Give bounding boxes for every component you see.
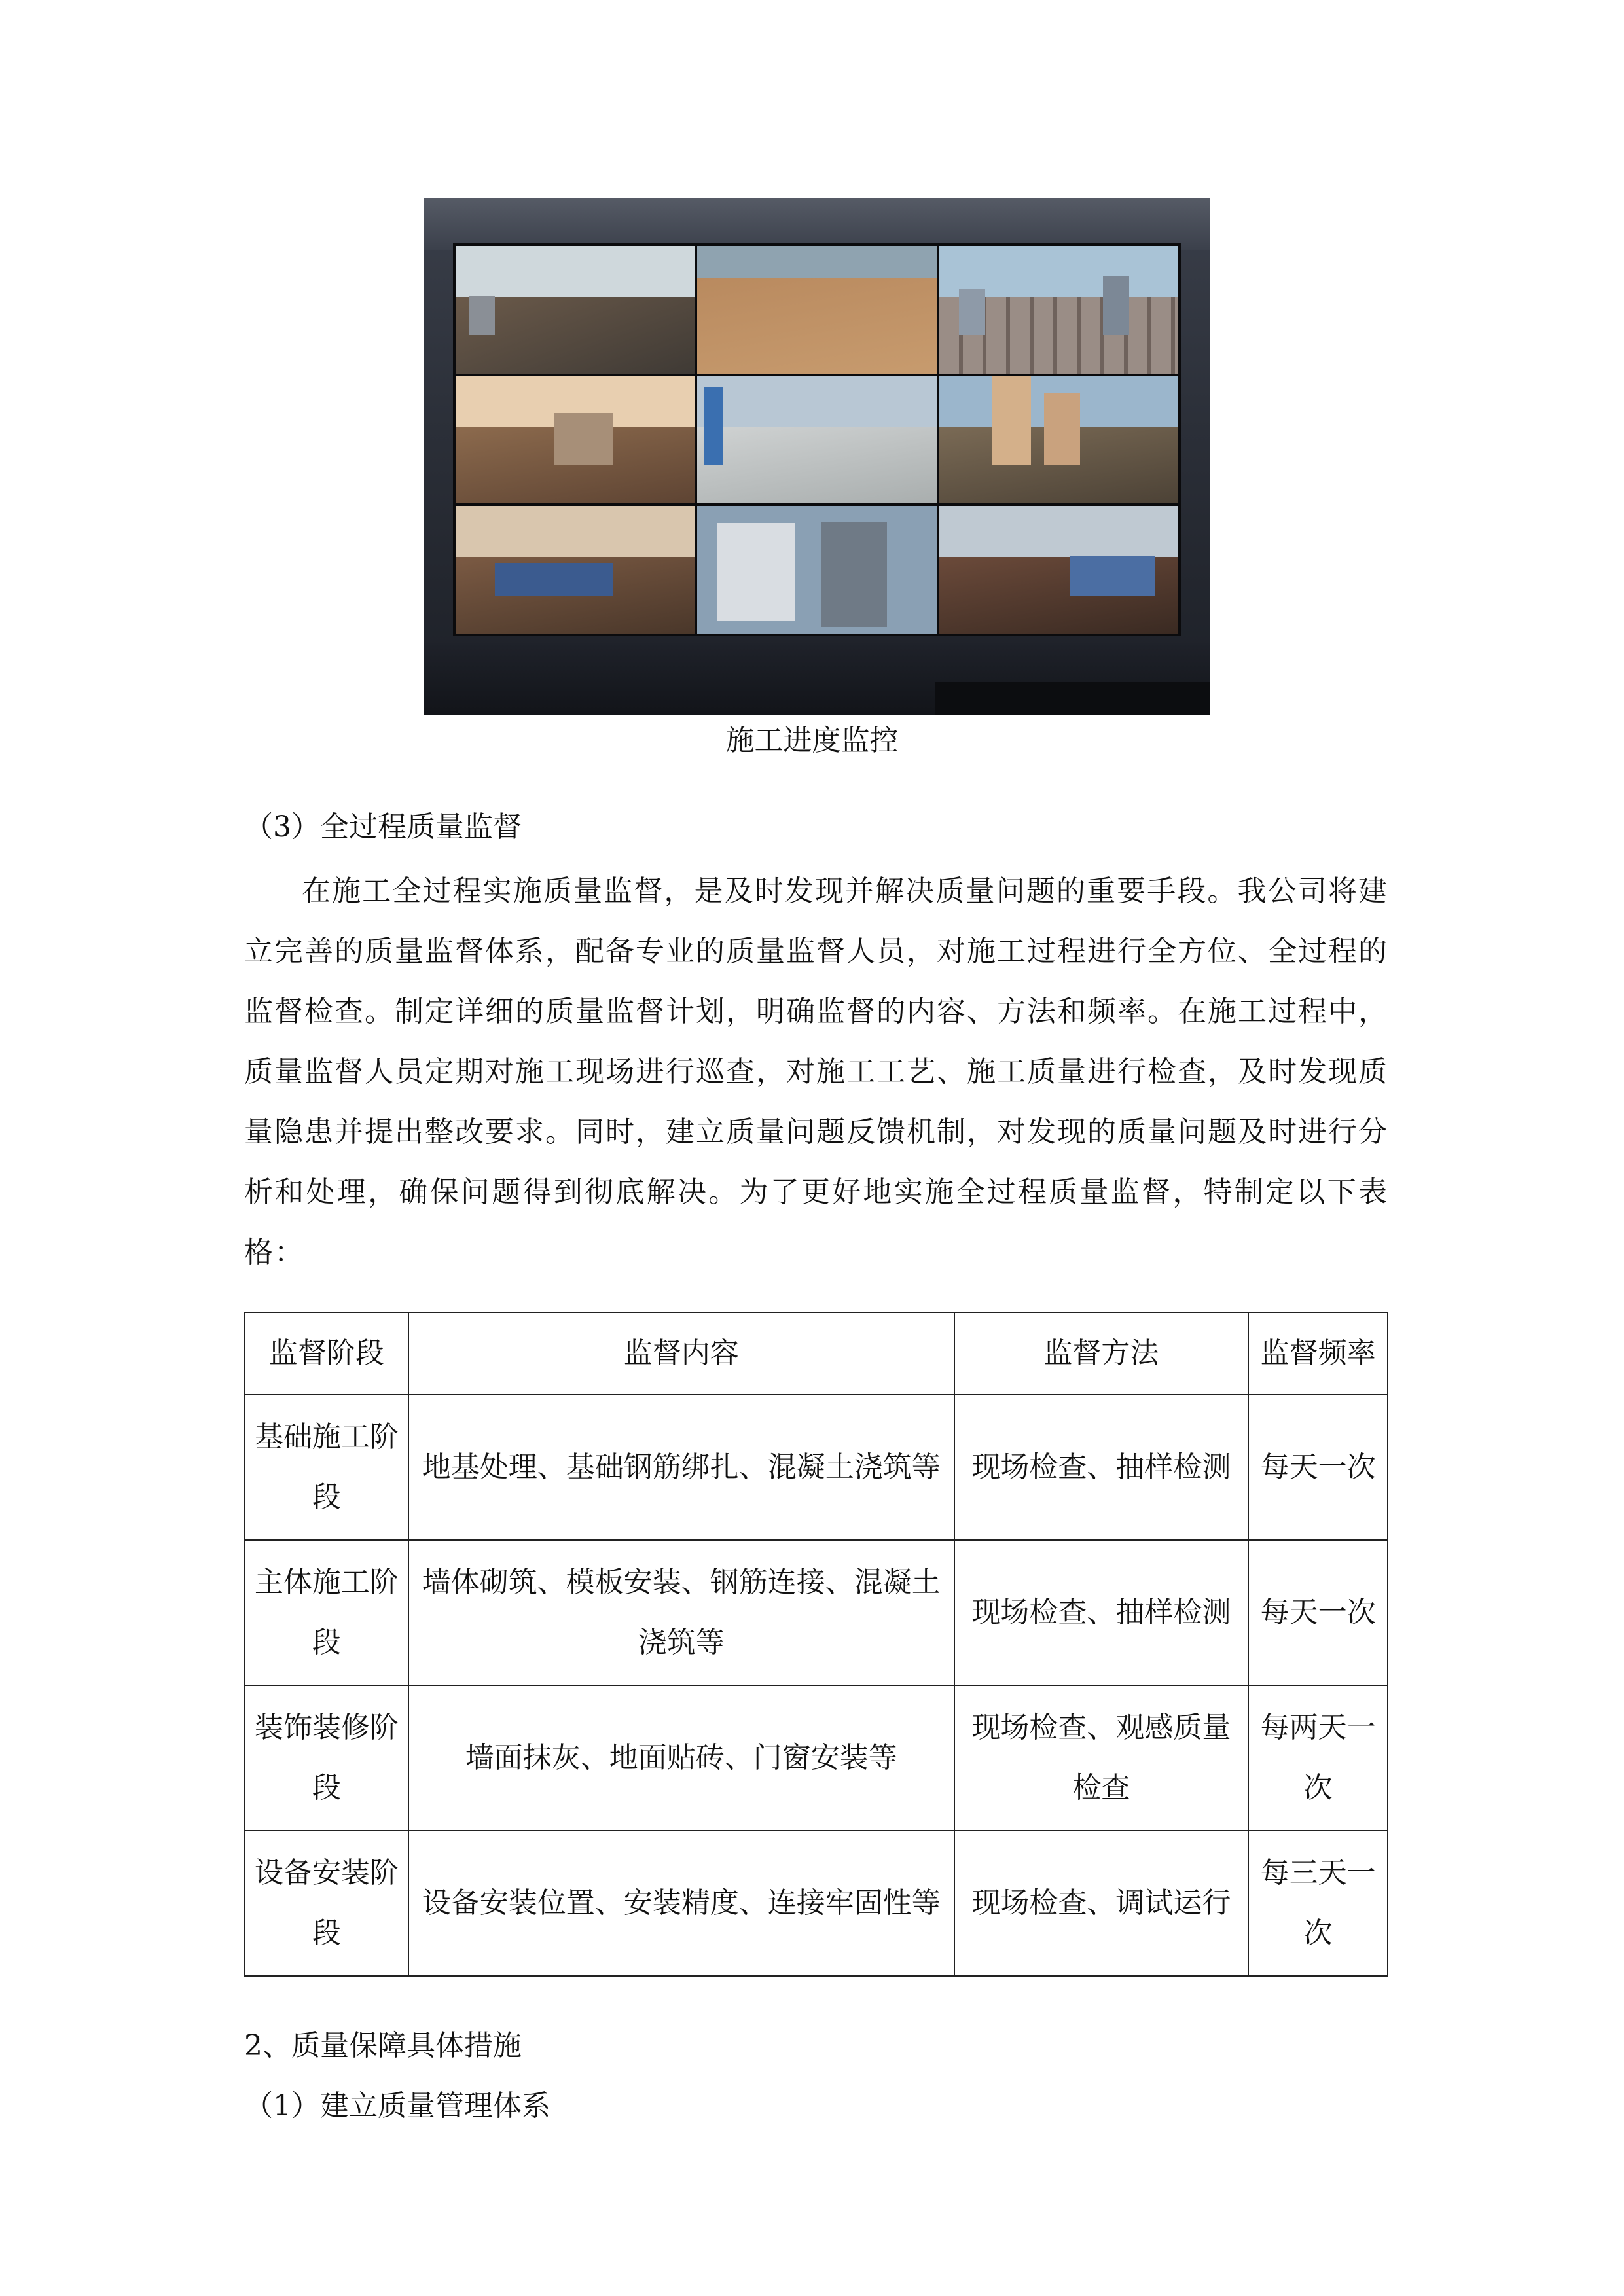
table-cell: 每天一次 bbox=[1248, 1395, 1388, 1540]
table-cell: 每天一次 bbox=[1248, 1540, 1388, 1685]
table-cell: 基础施工阶段 bbox=[245, 1395, 408, 1540]
video-screen bbox=[939, 506, 1178, 634]
section-heading-3: （3）全过程质量监督 bbox=[244, 810, 522, 844]
table-cell: 现场检查、调试运行 bbox=[954, 1831, 1249, 1976]
table-cell: 每三天一次 bbox=[1248, 1831, 1388, 1976]
table-cell: 设备安装位置、安装精度、连接牢固性等 bbox=[408, 1831, 954, 1976]
video-screen bbox=[939, 246, 1178, 374]
table-header-cell: 监督方法 bbox=[954, 1312, 1249, 1395]
table-cell: 每两天一次 bbox=[1248, 1685, 1388, 1831]
table-cell: 墙体砌筑、模板安装、钢筋连接、混凝土浇筑等 bbox=[408, 1540, 954, 1685]
figure-caption: 施工进度监控 bbox=[725, 724, 899, 757]
table-header-cell: 监督内容 bbox=[408, 1312, 954, 1395]
table-cell: 装饰装修阶段 bbox=[245, 1685, 408, 1831]
table-row bbox=[245, 1395, 1388, 1540]
video-screen bbox=[697, 506, 936, 634]
video-screen bbox=[456, 246, 695, 374]
table-header-row bbox=[245, 1312, 1388, 1395]
table-header-cell: 监督频率 bbox=[1248, 1312, 1388, 1395]
video-screen bbox=[456, 376, 695, 504]
photo-desk bbox=[935, 682, 1210, 715]
table-cell: 现场检查、抽样检测 bbox=[954, 1540, 1249, 1685]
table-cell: 设备安装阶段 bbox=[245, 1831, 408, 1976]
table-cell: 现场检查、观感质量检查 bbox=[954, 1685, 1249, 1831]
monitoring-wall-photo bbox=[424, 198, 1210, 715]
video-screen bbox=[697, 376, 936, 504]
supervision-table bbox=[244, 1312, 1388, 1977]
table-cell: 主体施工阶段 bbox=[245, 1540, 408, 1685]
photo-ceiling bbox=[424, 198, 1210, 250]
video-screen bbox=[697, 246, 936, 374]
video-screen bbox=[456, 506, 695, 634]
video-screen bbox=[939, 376, 1178, 504]
section-heading-2: 2、质量保障具体措施 bbox=[244, 2029, 522, 2062]
body-paragraph: 在施工全过程实施质量监督，是及时发现并解决质量问题的重要手段。我公司将建立完善的质量监督体系，配备专业的质量监督人员，对施工过程进行全方位、全过程的监督检查。制定详细的质量监督计划，明确监督的内容、方法和频率。在施工过程中，质量监督人员定期对施工现场进行巡查，对施工工艺、施工质量进行检查，及时发现质量隐患并提出整改要求。同时，建立质量问题反馈机制，对发现的质量问题及时进行分析和处理，确保问题得到彻底解决。为了更好地实施全过程质量监督，特制定以下表格： bbox=[244, 874, 1388, 1269]
video-wall bbox=[453, 243, 1181, 636]
table-header-cell: 监督阶段 bbox=[245, 1312, 408, 1395]
table-row bbox=[245, 1540, 1388, 1685]
section-heading-1: （1）建立质量管理体系 bbox=[244, 2089, 550, 2123]
table-cell: 墙面抹灰、地面贴砖、门窗安装等 bbox=[408, 1685, 954, 1831]
table-row bbox=[245, 1685, 1388, 1831]
table-row bbox=[245, 1831, 1388, 1976]
table-cell: 地基处理、基础钢筋绑扎、混凝土浇筑等 bbox=[408, 1395, 954, 1540]
table-cell: 现场检查、抽样检测 bbox=[954, 1395, 1249, 1540]
